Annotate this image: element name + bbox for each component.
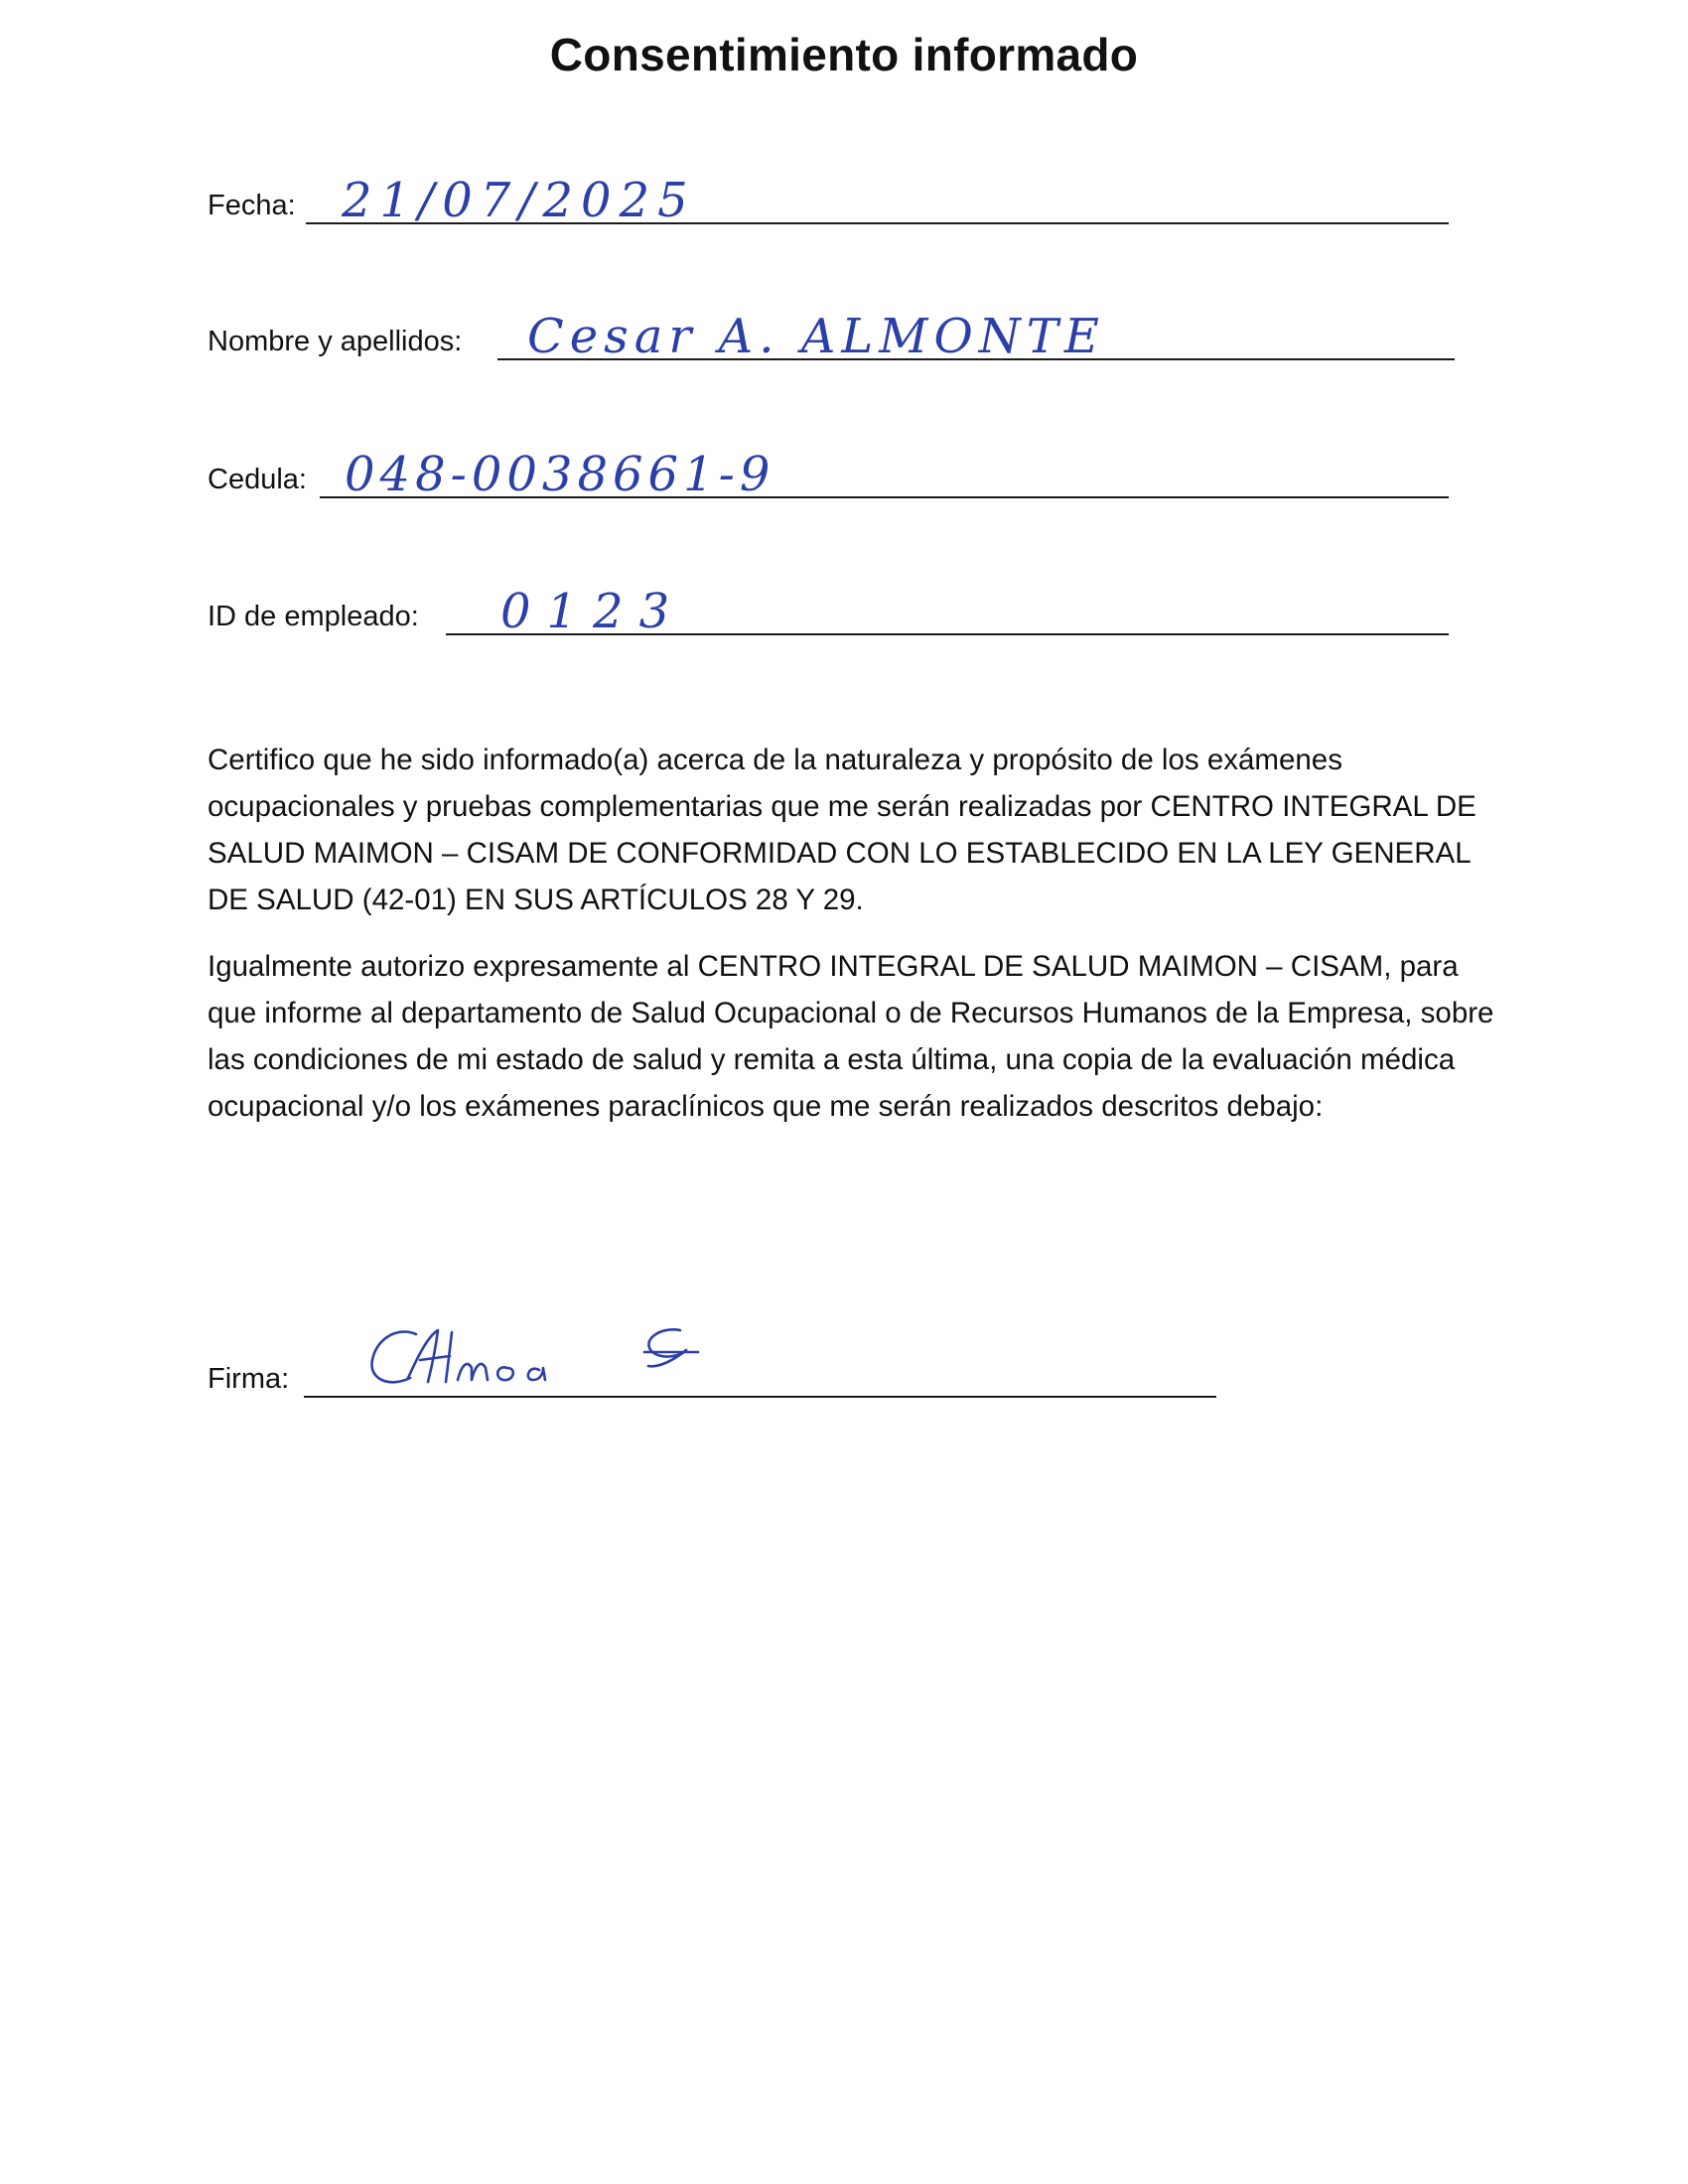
- fecha-label: Fecha:: [208, 190, 296, 221]
- fecha-handwritten-value: 21/07/2025: [342, 173, 696, 228]
- paragraph-certification: Certifico que he sido informado(a) acerca de la naturaleza y propósito de los exámenes ocupacionales y pruebas complementarias que me serán realizadas por CENTRO INTEGRAL DE SALUD MAIMON – CISAM DE CONFORMIDAD CON LO ESTABLECIDO EN LA LEY GENERAL DE SALUD (42-01) EN SUS ARTÍCULOS 28 Y 29.: [208, 744, 1477, 916]
- id-empleado-handwritten-value: 0123: [500, 584, 686, 639]
- firma-line: [304, 1396, 1216, 1398]
- nombre-field: [208, 305, 1455, 364]
- nombre-handwritten-value: Cesar A. ALMONTE: [527, 309, 1105, 364]
- cedula-field: [208, 443, 1449, 502]
- fecha-field: [208, 169, 1449, 228]
- id-empleado-label: ID de empleado:: [208, 601, 419, 632]
- id-empleado-field: [208, 580, 1449, 639]
- cedula-label: Cedula:: [208, 464, 307, 495]
- paragraph-authorization: Igualmente autorizo expresamente al CENTRO INTEGRAL DE SALUD MAIMON – CISAM, para que informe al departamento de Salud Ocupacional o de Recursos Humanos de la Empresa, sobre las condiciones de mi estado de salud y remita a esta última, una copia de la evaluación médica ocupacional y/o los exámenes paraclínicos que me serán realizados descritos debajo:: [208, 950, 1494, 1123]
- cedula-handwritten-value: 048-0038661-9: [345, 447, 775, 502]
- nombre-label: Nombre y apellidos:: [208, 326, 463, 357]
- page-title: Consentimiento informado: [549, 29, 1139, 80]
- firma-label: Firma:: [208, 1363, 290, 1395]
- firma-field: [208, 1320, 1216, 1400]
- signature-image: [358, 1316, 716, 1396]
